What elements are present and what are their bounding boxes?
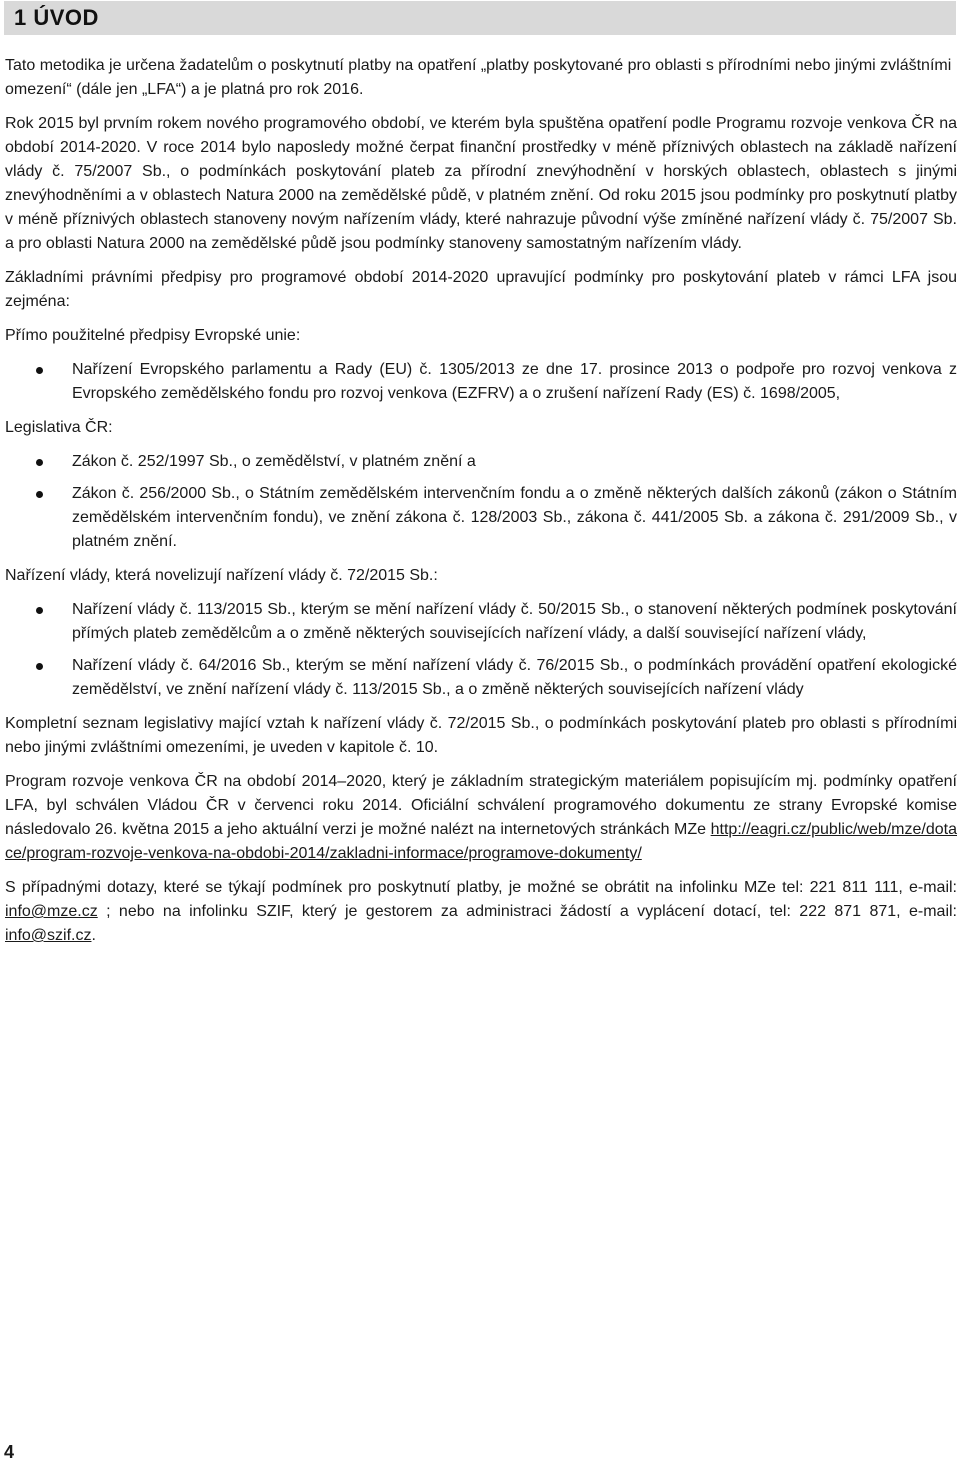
contact-text-2: ; nebo na infolinku SZIF, který je gestorem za administraci žádostí a vyplácení dotací, tel: 222 871 871, e-mail: bbox=[97, 903, 957, 920]
list-item: Nařízení vlády č. 64/2016 Sb., kterým se mění nařízení vlády č. 76/2015 Sb., o podmínkách provádění opatření ekologické zemědělství, ve znění nařízení vlády č. 113/2015 Sb., a o změně některých souvisejících nařízení vlády bbox=[5, 654, 957, 702]
mze-email-link[interactable]: info@mze.cz bbox=[5, 903, 98, 920]
mze-program-link[interactable]: http://eagri.cz/public/web/mze/dotace/program-rozvoje-venkova-na-obdobi-2014/zakladni-informace/programove-dokumenty/ bbox=[5, 821, 957, 862]
list-item: Zákon č. 252/1997 Sb., o zemědělství, v platném znění a bbox=[5, 450, 957, 474]
list-item: Nařízení vlády č. 113/2015 Sb., kterým se mění nařízení vlády č. 50/2015 Sb., o stanovení některých podmínek poskytování přímých plateb zemědělcům a o změně některých souvisejících nařízení vlády, a další související nařízení vlády, bbox=[5, 598, 957, 646]
amendments-heading: Nařízení vlády, která novelizují nařízení vlády č. 72/2015 Sb.: bbox=[5, 567, 438, 584]
contact-paragraph bbox=[5, 876, 957, 948]
eu-regulations-list bbox=[5, 358, 957, 406]
list-item: Nařízení Evropského parlamentu a Rady (EU) č. 1305/2013 ze dne 17. prosince 2013 o podpoře pro rozvoj venkova z Evropského zemědělského fondu pro rozvoj venkova (EZFRV) a o zrušení nařízení Rady (ES) č. 1698/2005, bbox=[5, 358, 957, 406]
program-paragraph bbox=[5, 770, 957, 866]
section-header bbox=[4, 1, 956, 35]
context-paragraph: Rok 2015 byl prvním rokem nového programového období, ve kterém byla spuštěna opatření podle Programu rozvoje venkova ČR na období 2014-2020. V roce 2014 bylo naposledy možné čerpat finanční prostředky v méně příznivých oblastech na základě nařízení vlády č. 75/2007 Sb., o podmínkách poskytování plateb za přírodní znevýhodnění v horských oblastech, oblastech s jinými znevýhodněními a v oblastech Natura 2000 na zemědělské půdě, v platném znění. Od roku 2015 jsou podmínky pro poskytnutí platby v méně příznivých oblastech stanoveny novým nařízením vlády, které nahrazuje původní výše zmíněné nařízení vlády č. 75/2007 Sb. a pro oblasti Natura 2000 na zemědělské půdě jsou podmínky stanoveny samostatným nařízením vlády. bbox=[5, 115, 957, 252]
list-item: Zákon č. 256/2000 Sb., o Státním zemědělském intervenčním fondu a o změně některých dalších zákonů (zákon o Státním zemědělském intervenčním fondu), ve znění zákona č. 128/2003 Sb., zákona č. 441/2005 Sb. a zákona č. 291/2009 Sb., v platném znění. bbox=[5, 482, 957, 554]
cz-legislation-list bbox=[5, 450, 957, 554]
intro-paragraph: Tato metodika je určena žadatelům o poskytnutí platby na opatření „platby poskytované pro oblasti s přírodními nebo jinými zvláštními omezení“ (dále jen „LFA“) a je platná pro rok 2016. bbox=[5, 57, 952, 98]
page-number: 4 bbox=[4, 1442, 15, 1462]
legal-basis-paragraph: Základními právními předpisy pro programové období 2014-2020 upravující podmínky pro poskytování plateb v rámci LFA jsou zejména: bbox=[5, 269, 957, 310]
contact-text-1: S případnými dotazy, které se týkají podmínek pro poskytnutí platby, je možné se obrátit na infolinku MZe tel: 221 811 111, e-mail: bbox=[5, 879, 957, 896]
szif-email-link[interactable]: info@szif.cz bbox=[5, 927, 92, 944]
eu-regulations-heading: Přímo použitelné předpisy Evropské unie: bbox=[5, 327, 301, 344]
page-title: 1 ÚVOD bbox=[14, 5, 99, 30]
document-body bbox=[5, 54, 957, 958]
legislation-reference-paragraph: Kompletní seznam legislativy mající vztah k nařízení vlády č. 72/2015 Sb., o podmínkách poskytování plateb pro oblasti s přírodními nebo jinými zvláštními omezeními, je uveden v kapitole č. 10. bbox=[5, 715, 957, 756]
cz-legislation-heading: Legislativa ČR: bbox=[5, 419, 113, 436]
program-text: Program rozvoje venkova ČR na období 2014–2020, který je základním strategickým materiálem popisujícím mj. podmínky opatření LFA, byl schválen Vládou ČR v červenci roku 2014. Oficiální schválení programového dokumentu ze strany Evropské komise následovalo 26. května 2015 a jeho aktuální verzi je možné nalézt na internetových stránkách MZe bbox=[5, 773, 957, 838]
amendments-list bbox=[5, 598, 957, 702]
contact-text-3: . bbox=[91, 927, 96, 944]
